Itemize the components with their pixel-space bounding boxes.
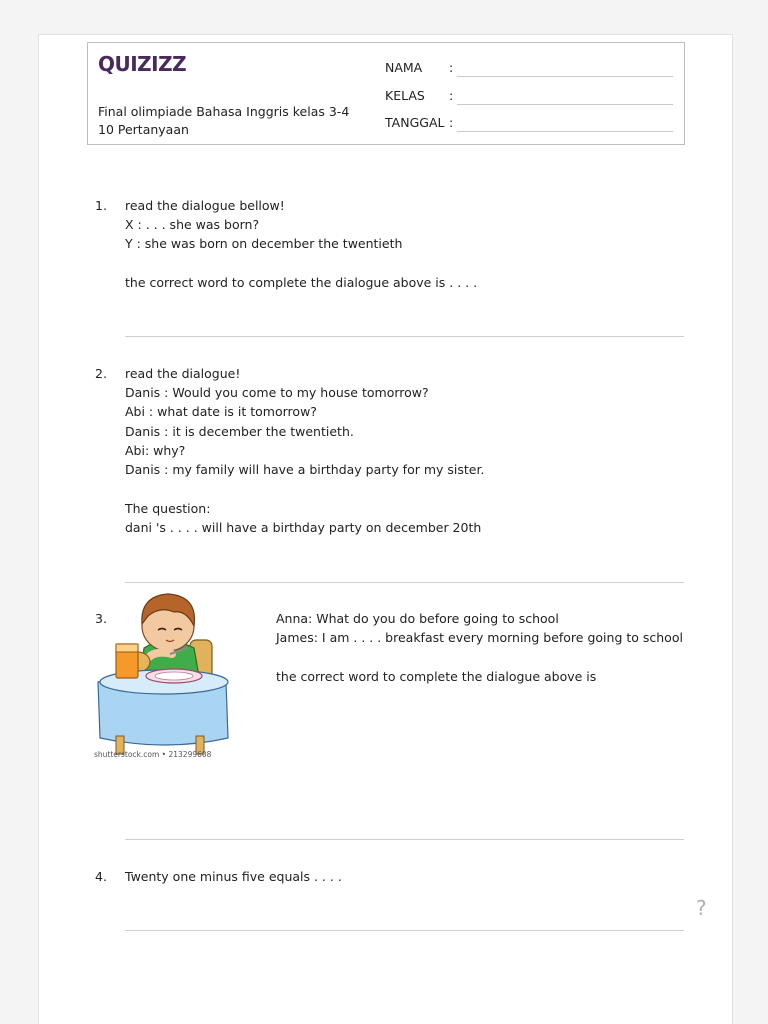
- date-label: TANGGAL: [385, 115, 445, 130]
- question-line: Y : she was born on december the twentieth: [125, 236, 403, 251]
- question-line: the correct word to complete the dialogue above is . . . .: [125, 275, 478, 290]
- question-line: the correct word to complete the dialogue above is: [276, 669, 597, 684]
- name-label: NAMA: [385, 60, 423, 75]
- answer-line[interactable]: [125, 930, 684, 931]
- name-colon: :: [449, 60, 454, 75]
- question-number: 1.: [95, 198, 107, 213]
- question-line: dani 's . . . . will have a birthday party on december 20th: [125, 520, 482, 535]
- image-caption: shutterstock.com • 213299608: [94, 750, 212, 759]
- quizizz-logo: QUIZIZZ: [98, 52, 187, 76]
- name-line[interactable]: [457, 76, 673, 77]
- help-icon[interactable]: ?: [696, 896, 707, 920]
- date-colon: :: [449, 115, 454, 130]
- class-line[interactable]: [457, 104, 673, 105]
- class-label: KELAS: [385, 88, 425, 103]
- breakfast-boy-illustration: [86, 570, 236, 762]
- answer-line[interactable]: [125, 336, 684, 337]
- question-line: read the dialogue!: [125, 366, 241, 381]
- question-line: The question:: [125, 501, 211, 516]
- question-line: X : . . . she was born?: [125, 217, 260, 232]
- question-line: James: I am . . . . breakfast every morning before going to school: [276, 630, 683, 645]
- question-count: 10 Pertanyaan: [98, 122, 189, 137]
- worksheet-header: [87, 42, 685, 145]
- question-line: Danis : it is december the twentieth.: [125, 424, 354, 439]
- question-line: read the dialogue bellow!: [125, 198, 285, 213]
- date-line[interactable]: [457, 131, 673, 132]
- question-line: Abi : what date is it tomorrow?: [125, 404, 317, 419]
- question-line: Danis : Would you come to my house tomorrow?: [125, 385, 429, 400]
- question-line: Twenty one minus five equals . . . .: [125, 869, 342, 884]
- question-line: Danis : my family will have a birthday party for my sister.: [125, 462, 485, 477]
- question-number: 4.: [95, 869, 107, 884]
- class-colon: :: [449, 88, 454, 103]
- answer-line[interactable]: [125, 839, 684, 840]
- question-number: 2.: [95, 366, 107, 381]
- quiz-title: Final olimpiade Bahasa Inggris kelas 3-4: [98, 104, 350, 119]
- question-line: Abi: why?: [125, 443, 186, 458]
- question-line: Anna: What do you do before going to school: [276, 611, 559, 626]
- question-number: 3.: [95, 611, 107, 626]
